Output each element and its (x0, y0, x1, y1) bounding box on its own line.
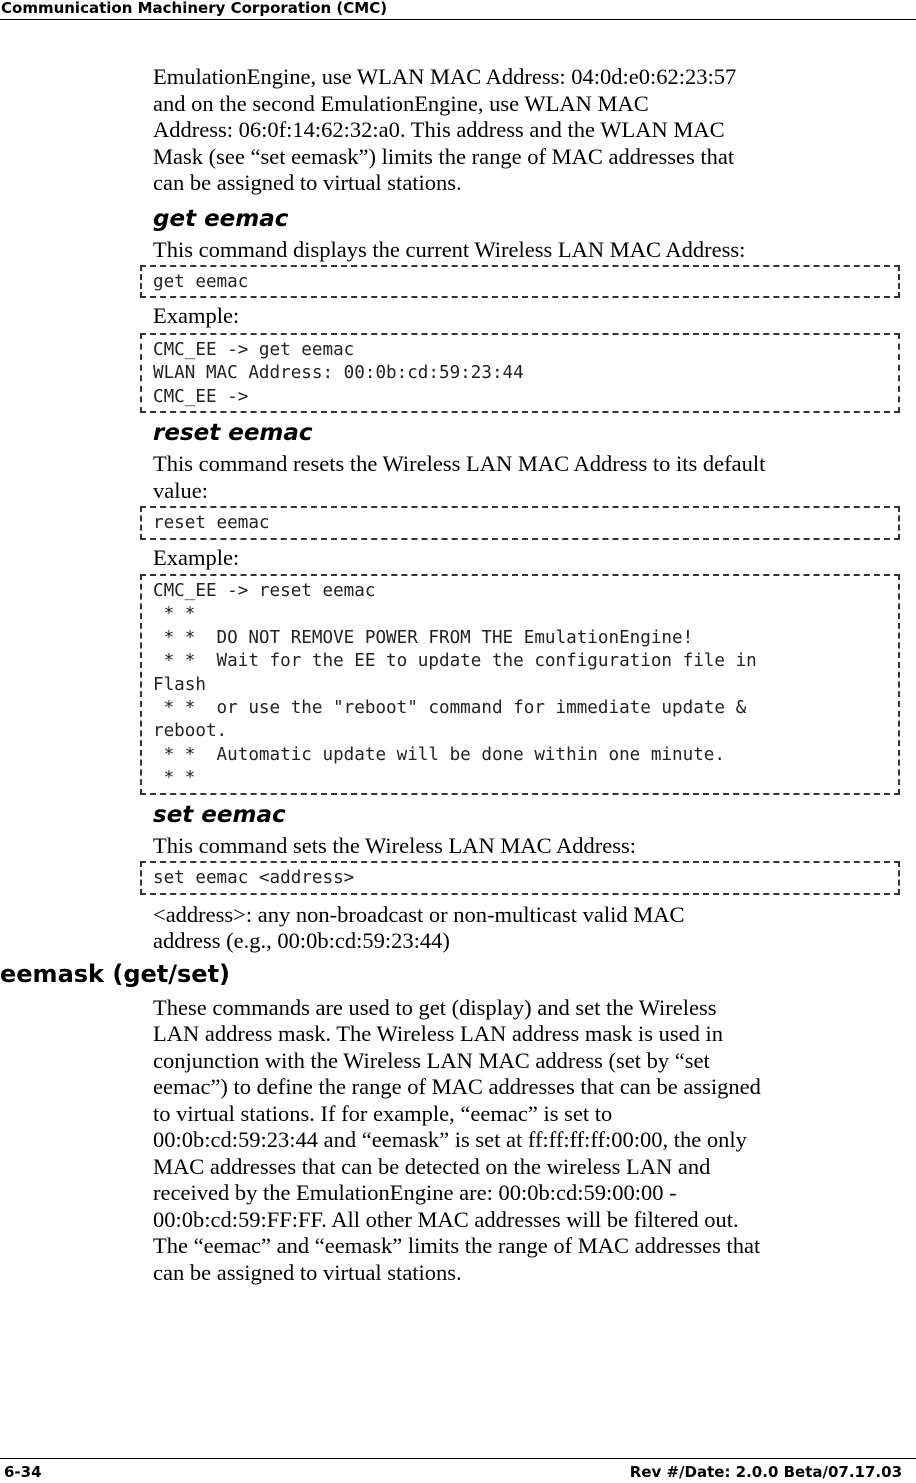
eemask-line: can be assigned to virtual stations. (153, 1259, 462, 1285)
code-line: reboot. (153, 721, 228, 742)
code-line: * * (153, 768, 196, 789)
revision-date: Rev #/Date: 2.0.0 Beta/07.17.03 (629, 1463, 902, 1481)
set-eemac-heading: set eemac (153, 801, 286, 828)
code-line: * * (153, 604, 196, 625)
code-line: Flash (153, 674, 206, 695)
eemask-line: received by the EmulationEngine are: 00:0b:cd:59:00:00 - (153, 1180, 677, 1206)
code-line: set eemac <address> (153, 868, 355, 889)
eemask-line: MAC addresses that can be detected on the wireless LAN and (153, 1153, 711, 1179)
param-line: address (e.g., 00:0b:cd:59:23:44) (153, 928, 450, 954)
code-line: get eemac (153, 272, 249, 292)
get-eemac-syntax-box (140, 265, 900, 298)
page-number: 6-34 (4, 1463, 42, 1481)
eemask-line: These commands are used to get (display) and set the Wireless (153, 994, 717, 1020)
intro-line: Address: 06:0f:14:62:32:a0. This address and the WLAN MAC (153, 117, 725, 142)
eemask-section-heading: eemask (get/set) (0, 959, 231, 988)
intro-line: can be assigned to virtual stations. (153, 170, 462, 195)
get-eemac-heading: get eemac (153, 205, 289, 232)
code-line: reset eemac (153, 513, 270, 534)
eemask-line: eemac”) to define the range of MAC addresses that can be assigned (153, 1074, 761, 1100)
reset-eemac-example-label: Example: (153, 544, 240, 570)
eemask-line: 00:0b:cd:59:23:44 and “eemask” is set at ff:ff:ff:ff:00:00, the only (153, 1127, 747, 1153)
description-line: This command resets the Wireless LAN MAC Address to its default (153, 451, 766, 477)
code-line: * * Wait for the EE to update the configuration file in (153, 651, 757, 672)
document-body (0, 64, 911, 1286)
eemask-line: LAN address mask. The Wireless LAN address mask is used in (153, 1021, 724, 1047)
reset-eemac-example-box (140, 574, 900, 795)
eemask-line: 00:0b:cd:59:FF:FF. All other MAC addresses will be filtered out. (153, 1206, 739, 1232)
get-eemac-example-label: Example: (153, 303, 240, 329)
code-line: CMC_EE -> get eemac (153, 339, 355, 360)
get-eemac-example-box (140, 333, 900, 413)
reset-eemac-syntax-box (140, 506, 900, 539)
intro-line: and on the second EmulationEngine, use WLAN MAC (153, 90, 649, 116)
param-line: <address>: any non-broadcast or non-multicast valid MAC (153, 901, 685, 927)
code-line: * * Automatic update will be done within one minute. (153, 744, 725, 765)
eemask-line: conjunction with the Wireless LAN MAC address (set by “set (153, 1047, 710, 1073)
reset-eemac-heading: reset eemac (153, 420, 313, 447)
set-eemac-description: This command sets the Wireless LAN MAC Address: (153, 832, 637, 858)
code-line: * * DO NOT REMOVE POWER FROM THE EmulationEngine! (153, 627, 694, 648)
eemask-paragraph (153, 995, 911, 1287)
header-title: Communication Machinery Corporation (CMC) (1, 0, 388, 17)
page-header (0, 0, 916, 20)
get-eemac-description: This command displays the current Wireless LAN MAC Address: (153, 236, 746, 262)
code-line: * * or use the "reboot" command for immediate update & (153, 698, 747, 719)
eemask-line: The “eemac” and “eemask” limits the range of MAC addresses that (153, 1233, 761, 1259)
intro-line: Mask (see “set eemask”) limits the range of MAC addresses that (153, 143, 735, 169)
page-footer (0, 1458, 916, 1481)
set-eemac-syntax-box (140, 861, 900, 894)
intro-paragraph (153, 64, 911, 197)
code-line: CMC_EE -> reset eemac (153, 581, 376, 602)
set-eemac-param (153, 902, 911, 955)
intro-line: EmulationEngine, use WLAN MAC Address: 04:0d:e0:62:23:57 (153, 64, 737, 89)
reset-eemac-description (153, 451, 911, 504)
code-line: CMC_EE -> (153, 386, 249, 407)
code-line: WLAN MAC Address: 00:0b:cd:59:23:44 (153, 363, 524, 384)
eemask-line: to virtual stations. If for example, “eemac” is set to (153, 1100, 613, 1126)
description-line: value: (153, 477, 208, 503)
